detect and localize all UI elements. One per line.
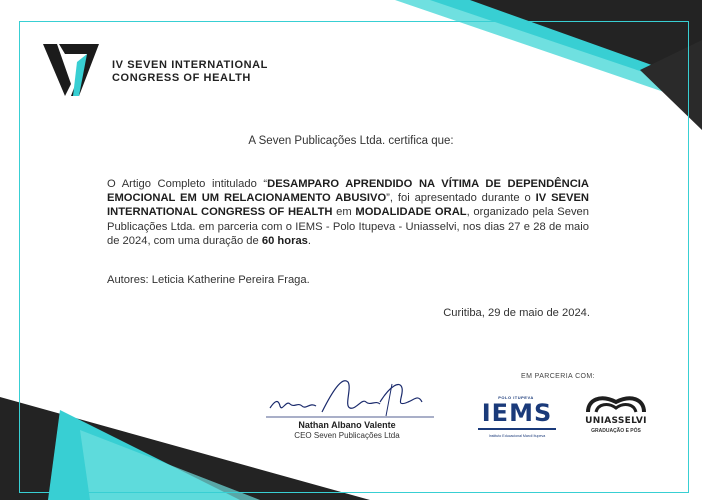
- iems-subtitle: Instituto Educacional Marcil Itupeva: [488, 434, 546, 438]
- body-text-4: , organizado pela Seven Publicações Ltda. em parceria com o IEMS - Polo Itupeva - Uniasselvi, nos dias 27 e 28 de maio de 2024, com uma duração de: [107, 206, 590, 247]
- partners-label: EM PARCERIA COM:: [521, 373, 595, 380]
- body-text-5: .: [307, 234, 312, 247]
- iems-name: IEMS: [481, 399, 553, 427]
- congress-title: [112, 59, 268, 85]
- congress-title-line2: CONGRESS OF HEALTH: [112, 72, 251, 84]
- certificate-body: [107, 177, 589, 248]
- signer-role: CEO Seven Publicações Ltda: [294, 431, 400, 440]
- body-text-3: em: [332, 206, 356, 219]
- uniasselvi-subtitle: GRADUAÇÃO E PÓS: [591, 428, 641, 434]
- iems-underline: [478, 428, 556, 430]
- duration: 60 horas: [261, 234, 308, 247]
- congress-title-line1: IV SEVEN INTERNATIONAL: [112, 59, 269, 71]
- event-name: IV SEVEN INTERNATIONAL CONGRESS OF HEALTH: [107, 192, 590, 219]
- signature-icon: [262, 372, 437, 422]
- article-title: DESAMPARO APRENDIDO NA VÍTIMA DE DEPENDÊNCIA EMOCIONAL EM UM RELACIONAMENTO ABUSIVO: [107, 178, 589, 205]
- certifies-statement: A Seven Publicações Ltda. certifica que:: [248, 135, 454, 147]
- seven-logo-icon: [43, 44, 103, 96]
- iems-top-text: POLO ITUPEVA: [498, 395, 534, 400]
- place-date: Curitiba, 29 de maio de 2024.: [443, 307, 590, 319]
- book-icon: [586, 390, 646, 414]
- uniasselvi-name: UNIASSELVI: [585, 416, 647, 426]
- modality: MODALIDADE ORAL: [355, 206, 467, 219]
- authors: Autores: Leticia Katherine Pereira Fraga.: [107, 274, 310, 286]
- body-text-1: O Artigo Completo intitulado “: [107, 178, 268, 190]
- body-text-2: ”, foi apresentado durante o: [386, 192, 536, 205]
- signer-name: Nathan Albano Valente: [298, 420, 396, 430]
